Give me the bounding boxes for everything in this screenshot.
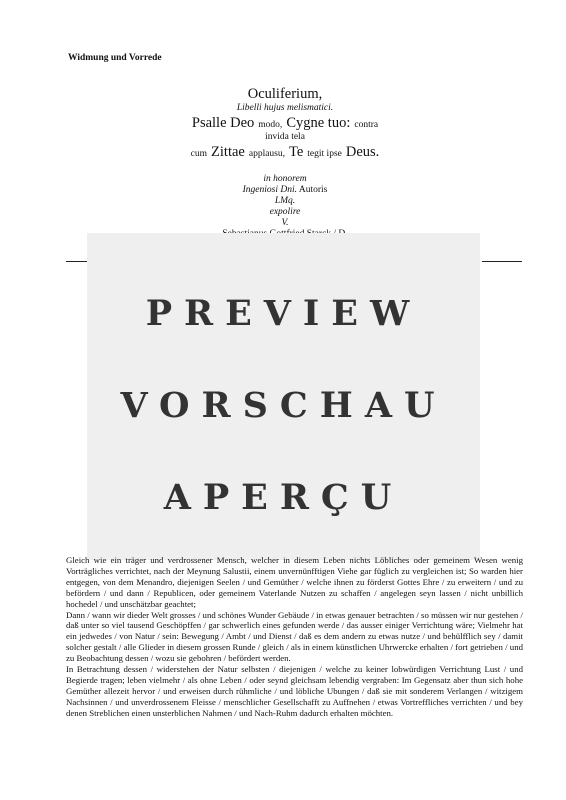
body-text	[66, 555, 523, 719]
honor-line-4: expolire	[269, 207, 301, 218]
dedication-subtitle: Libelli hujus melismatici.	[236, 102, 334, 113]
honor-line-1: in honorem	[263, 174, 307, 185]
dedication-block	[150, 86, 420, 238]
dedication-verse-1: Psalle Deo modo, Cygne tuo: contra	[191, 114, 379, 131]
watermark-apercu: APERÇU	[163, 477, 404, 518]
honor-line-3: LMq.	[274, 196, 296, 207]
paragraph-1: Gleich wie ein träger und verdrossener Mensch, welcher in diesem Leben nichts Löbliches oder gemeinem Wesen wenig Vorträgliches verrichtet, nach der Meynung Salustii, einem unvernünfftigen Viehe gar füglich zu vergleichen ist; So warden hier entgegen, von dem Menandro, diejenigen Seelen / und Gemüther / welche ihnen zu förderst Gottes Ehre / zu erweitern / und zu befördern / und dann / Republicen, oder gemeinem Vaterlande Nutzen zu schaffen / angelegen seyn lassen / nicht unbillich hochedel / und unschätzbar geachtet;	[66, 555, 523, 609]
honor-line-5: V.	[281, 217, 289, 228]
preview-watermark-overlay	[87, 233, 480, 560]
honor-line-2: Ingeniosi Dni. Autoris	[242, 185, 328, 196]
divider-right	[482, 261, 522, 262]
paragraph-2: Dann / wann wir dieder Welt grosses / und schönes Wunder Gebäude / in etwas genauer betrachten / so müssen wir nur gestehen / daß unter so viel tausend Geschöpffen / gar schwerlich eines gefunden werde / das ausser einiger Verrichtung wäre; Vielmehr hat ein jedwedes / von Natur / sein: Bewegung / Ambt / und Dienst / daß es dem andern zu etwas nutze / und behülfflich sey / damit solcher gestalt / alle Glieder in diesem grossen Runde / gleich / als in einem künstlichen Uhrwercke erhalten / fort getrieben / und zu Beobachtung dessen / wozu sie gebohren / befördert werden.	[66, 609, 523, 664]
dedication-verse-1-cont: invida tela	[265, 131, 305, 142]
paragraph-3: In Betrachtung dessen / widerstehen der Natur selbsten / diejenigen / welche zu keiner lobwürdigen Verrichtung Lust / und Begierde tragen; leben vielmehr / als ohne Leben / oder seynd gleichsam lebendig vergraben: Im Gegensatz aber thun sich hohe Gemüther allezeit hervor / und erweisen durch rühmliche / und löbliche Ubungen / daß sie mit sonderem Verlangen / witzigem Nachsinnen / und unverdrossenem Fleisse / menschlicher Gesellschafft zu Auffnehen / etwas Vortreffliches verrichten / und bey denen Streblichen einen unsterblichen Nahmen / und Nach-Ruhm dadurch erhalten möchten.	[66, 664, 523, 718]
dedication-title: Oculiferium,	[247, 86, 323, 102]
section-title: Widmung und Vorrede	[68, 53, 162, 63]
watermark-preview: PREVIEW	[145, 293, 422, 334]
dedication-verse-2: cum Zittae applausu, Te tegit ipse Deus.	[190, 143, 380, 160]
watermark-vorschau: VORSCHAU	[120, 385, 447, 426]
